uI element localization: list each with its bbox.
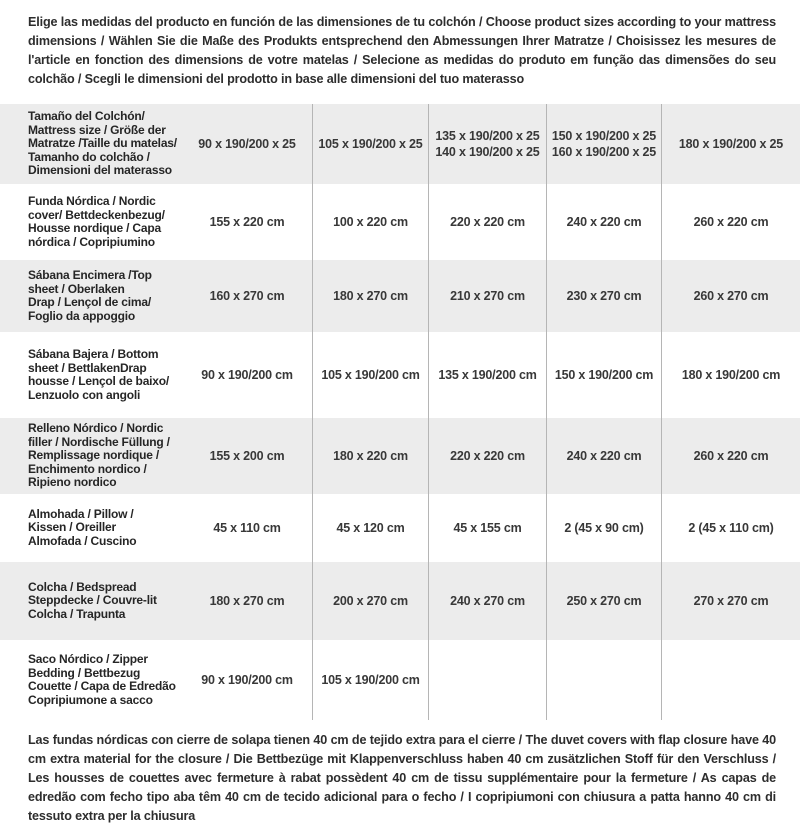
product-label-line: Remplissage nordique /	[28, 448, 159, 463]
size-cell	[546, 562, 661, 640]
product-label-line: Mattress size / Größe der	[28, 122, 166, 137]
product-label-line: Enchimento nordico /	[28, 461, 147, 476]
footer-note: Las fundas nórdicas con cierre de solapa tienen 40 cm de tejido extra para el cierre / The duvet covers with flap closure have 40 cm extra material for the closure / Die Bettbezüge mit Klappenverschluss haben 40 cm zusätzlichen Stoff für den Verschluss / Les housses de couettes avec fermeture à rabat possèdent 40 cm de tissu supplémentaire pour la fermeture / As capas de edredão com fecho tipo aba têm 40 cm de tecido adicional para o fecho / I copripiumoni con chiusura a patta hanno 40 cm di tessuto extra per la chiusura	[28, 733, 776, 823]
product-label-line: Drap / Lençol de cima/	[28, 295, 151, 309]
size-cell	[661, 562, 800, 640]
product-label	[0, 260, 182, 332]
table-row	[0, 184, 800, 260]
table-row	[0, 260, 800, 332]
table-row	[0, 332, 800, 418]
size-value: 155 x 220 cm	[209, 215, 285, 229]
product-label-line: Ripieno nordico	[28, 475, 117, 490]
size-cell	[661, 332, 800, 418]
size-cell	[182, 332, 312, 418]
size-value: 220 x 220 cm	[450, 215, 525, 229]
product-label-line: sheet / BettlakenDrap	[28, 360, 147, 375]
table-row	[0, 640, 800, 720]
product-label-line: Foglio da appoggio	[28, 308, 136, 323]
size-value: 45 x 120 cm	[336, 521, 405, 535]
size-cell	[312, 562, 428, 640]
size-cell	[546, 494, 661, 562]
size-value: 180 x 220 cm	[333, 449, 408, 463]
product-label-line: Copripiumone a sacco	[28, 692, 153, 707]
size-cell	[312, 494, 428, 562]
size-value: 180 x 190/200 cm	[681, 368, 781, 382]
size-value: 240 x 220 cm	[566, 449, 642, 463]
size-table	[0, 104, 800, 720]
product-label-line: Almofada / Cuscino	[28, 533, 137, 548]
product-label-line: Sábana Encimera /Top	[28, 268, 152, 282]
product-label-line: Colcha / Bedspread	[28, 579, 137, 594]
intro-text: Elige las medidas del producto en función de las dimensiones de tu colchón / Choose product sizes according to your mattress dimensions / Wählen Sie die Maße des Produkts entsprechend den Abmessungen Ihrer Matratze / Choisissez les mesures de l'article en fonction des dimensions de votre matelas / Selecione as medidas do produto em função das dimensões do seu colchão / Scegli le dimensioni del prodotto in base alle dimensioni del tuo materasso	[28, 15, 776, 86]
size-value: 260 x 270 cm	[693, 289, 769, 303]
product-label	[0, 332, 182, 418]
product-label	[0, 640, 182, 720]
size-cell	[182, 184, 312, 260]
size-cell	[546, 104, 661, 184]
size-cell	[182, 260, 312, 332]
size-cell	[312, 640, 428, 720]
product-label-line: Couette / Capa de Edredão	[28, 679, 176, 693]
product-label-line: Bedding / Bettbezug	[28, 665, 141, 680]
product-label-line: Almohada / Pillow /	[28, 506, 134, 521]
size-cell	[546, 260, 661, 332]
size-value: 270 x 270 cm	[693, 594, 769, 608]
size-value: 90 x 190/200 cm	[201, 368, 293, 382]
size-value: 100 x 220 cm	[333, 215, 408, 229]
size-cell	[428, 104, 546, 184]
size-cell	[661, 418, 800, 494]
size-cell	[182, 640, 312, 720]
size-value: 105 x 190/200 x 25	[318, 137, 423, 151]
product-label-line: Funda Nórdica / Nordic	[28, 194, 156, 208]
product-label	[0, 104, 182, 184]
product-label-line: filler / Nordische Füllung /	[28, 434, 170, 449]
table-row	[0, 418, 800, 494]
size-value: 260 x 220 cm	[693, 449, 769, 463]
size-cell	[661, 184, 800, 260]
product-label-line: Tamanho do colchão /	[28, 149, 150, 164]
product-label-line: housse / Lençol de baixo/	[28, 374, 170, 388]
product-label-line: Saco Nórdico / Zipper	[28, 652, 148, 666]
size-value: 150 x 190/200 x 25	[551, 129, 657, 143]
size-cell	[661, 260, 800, 332]
size-cell	[312, 104, 428, 184]
size-cell	[182, 418, 312, 494]
size-value: 200 x 270 cm	[333, 594, 408, 608]
size-value: 180 x 270 cm	[209, 594, 285, 608]
size-cell	[428, 260, 546, 332]
product-label-line: Tamaño del Colchón/	[28, 109, 145, 124]
product-label-line: Relleno Nórdico / Nordic	[28, 421, 164, 436]
size-value: 150 x 190/200 cm	[554, 368, 654, 382]
size-cell	[661, 494, 800, 562]
size-value: 240 x 270 cm	[450, 594, 525, 608]
size-cell	[428, 640, 546, 720]
product-label-line: nórdica / Copripiumino	[28, 234, 155, 249]
product-label-line: Housse nordique / Capa	[28, 221, 161, 235]
size-cell	[428, 418, 546, 494]
size-value: 2 (45 x 90 cm)	[564, 521, 644, 535]
size-cell	[428, 332, 546, 418]
size-value: 260 x 220 cm	[693, 215, 769, 229]
product-label	[0, 184, 182, 260]
size-value: 135 x 190/200 cm	[438, 368, 537, 382]
size-value: 135 x 190/200 x 25	[435, 129, 540, 143]
size-value: 180 x 190/200 x 25	[678, 137, 784, 151]
size-cell	[312, 260, 428, 332]
product-label	[0, 494, 182, 562]
size-value: 160 x 190/200 x 25	[551, 145, 657, 159]
size-cell	[546, 640, 661, 720]
table-row	[0, 104, 800, 184]
size-value: 180 x 270 cm	[333, 289, 408, 303]
size-value: 230 x 270 cm	[566, 289, 642, 303]
size-cell	[428, 494, 546, 562]
size-value: 155 x 200 cm	[209, 449, 285, 463]
size-cell	[182, 104, 312, 184]
size-value: 210 x 270 cm	[450, 289, 525, 303]
product-label-line: Steppdecke / Couvre-lit	[28, 593, 157, 608]
size-cell	[312, 332, 428, 418]
size-cell	[312, 184, 428, 260]
size-cell	[312, 418, 428, 494]
product-label-line: Dimensioni del materasso	[28, 163, 172, 178]
product-label	[0, 418, 182, 494]
size-value: 45 x 110 cm	[213, 521, 281, 535]
size-cell	[661, 104, 800, 184]
size-value: 240 x 220 cm	[566, 215, 642, 229]
size-value: 90 x 190/200 cm	[201, 673, 293, 687]
product-label-line: sheet / Oberlaken	[28, 281, 125, 296]
size-cell	[546, 332, 661, 418]
size-cell	[428, 562, 546, 640]
table-row	[0, 494, 800, 562]
size-cell	[546, 418, 661, 494]
size-cell	[546, 184, 661, 260]
product-label	[0, 562, 182, 640]
product-label-line: Matratze /Taille du matelas/	[28, 136, 177, 151]
table-row	[0, 562, 800, 640]
size-value: 45 x 155 cm	[453, 521, 522, 535]
product-label-line: Kissen / Oreiller	[28, 520, 116, 535]
size-value: 220 x 220 cm	[450, 449, 525, 463]
size-value: 160 x 270 cm	[209, 289, 285, 303]
product-label-line: Lenzuolo con angoli	[28, 387, 141, 402]
size-value: 140 x 190/200 x 25	[435, 145, 540, 159]
size-value: 2 (45 x 110 cm)	[688, 521, 774, 535]
size-value: 250 x 270 cm	[566, 594, 642, 608]
product-label-line: Colcha / Trapunta	[28, 606, 126, 621]
size-value: 105 x 190/200 cm	[321, 368, 420, 382]
size-value: 105 x 190/200 cm	[321, 673, 420, 687]
size-cell	[428, 184, 546, 260]
size-value: 90 x 190/200 x 25	[198, 137, 296, 151]
product-label-line: Sábana Bajera / Bottom	[28, 347, 159, 361]
size-cell	[182, 562, 312, 640]
product-label-line: cover/ Bettdeckenbezug/	[28, 207, 165, 222]
size-cell	[182, 494, 312, 562]
size-cell	[661, 640, 800, 720]
